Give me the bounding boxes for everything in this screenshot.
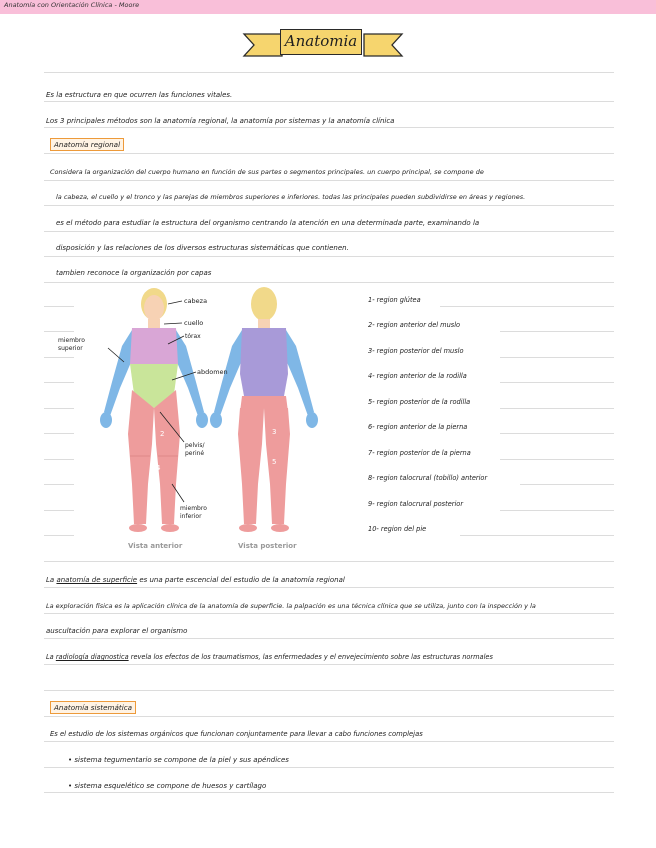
- label-cuello: cuello: [184, 319, 204, 327]
- caption-anterior: Vista anterior: [128, 542, 183, 550]
- rule: [44, 357, 74, 358]
- running-title: Anatomía con Orientación Clínica - Moore: [4, 1, 140, 9]
- rule: [500, 408, 614, 409]
- anterior-left-hand: [196, 412, 208, 428]
- rule: [44, 459, 74, 460]
- rule: [440, 306, 614, 307]
- regional-line-1: Considera la organización del cuerpo humano en función de sus partes o segmentos principales. un cuerpo principal, se compone de: [50, 168, 484, 176]
- surface-line-4-c: revela los efectos de los traumatismos, las enfermedades y el envejecimiento sobre las estructuras normales: [130, 653, 493, 661]
- rule: [44, 101, 614, 102]
- rule: [44, 153, 614, 154]
- region-number-3: 3: [272, 428, 277, 436]
- surface-line-4: [46, 653, 493, 661]
- rule: [500, 459, 614, 460]
- rule: [44, 382, 74, 383]
- posterior-left-leg: [264, 408, 290, 524]
- legend-item: 7- region posterior de la pierna: [368, 449, 471, 457]
- anterior-left-leg: [154, 390, 180, 524]
- regional-line-3: es el método para estudiar la estructura del organismo centrando la atención en una determinada parte, examinando la: [56, 219, 480, 227]
- arrow-cabeza: [168, 301, 182, 304]
- title-banner: [238, 26, 408, 62]
- rule: [44, 638, 614, 639]
- rule: [500, 357, 614, 358]
- rule: [44, 433, 74, 434]
- rule: [500, 510, 614, 511]
- legend-item: 9- region talocrural posterior: [368, 500, 464, 508]
- rule: [44, 72, 614, 73]
- region-number-6: 6: [156, 486, 161, 494]
- intro-line-2: Los 3 principales métodos son la anatomía regional, la anatomía por sistemas y la anatomía clínica: [46, 117, 395, 125]
- legend-item: 4- region anterior de la rodilla: [368, 372, 467, 380]
- header-bar: [0, 0, 656, 14]
- rule: [44, 180, 614, 181]
- rule: [44, 767, 614, 768]
- regional-line-2: la cabeza, el cuello y el tronco y las parejas de miembros superiores e inferiores. todas las principales pueden subdividirse en áreas y regiones.: [56, 193, 526, 201]
- rule: [460, 535, 614, 536]
- anterior-left-foot: [161, 524, 179, 532]
- rule: [520, 484, 614, 485]
- label-miembro-inferior-1: miembro: [180, 505, 207, 512]
- section-label-regional: Anatomía regional: [50, 138, 124, 151]
- legend-item: 8- region talocrural (tobillo) anterior: [368, 474, 488, 482]
- rule: [500, 331, 614, 332]
- posterior-left-foot: [271, 524, 289, 532]
- label-miembro-superior-2: superior: [58, 345, 83, 352]
- anterior-right-foot: [129, 524, 147, 532]
- posterior-left-arm: [286, 330, 314, 416]
- arrow-cuello: [164, 323, 182, 324]
- rule: [44, 561, 614, 562]
- intro-line-1: Es la estructura en que ocurren las funciones vitales.: [46, 91, 233, 99]
- rule: [44, 484, 74, 485]
- anterior-right-leg: [128, 390, 154, 524]
- rule: [44, 231, 614, 232]
- legend-item: 2- region anterior del muslo: [368, 321, 461, 329]
- posterior-right-hand: [210, 412, 222, 428]
- posterior-right-foot: [239, 524, 257, 532]
- surface-line-3: auscultación para explorar el organismo: [46, 627, 188, 635]
- anterior-thorax: [130, 328, 178, 364]
- posterior-back: [240, 328, 288, 396]
- rule: [44, 613, 614, 614]
- posterior-neck: [258, 319, 270, 329]
- surface-term: anatomía de superficie: [56, 576, 138, 584]
- label-miembro-superior-1: miembro: [58, 337, 85, 344]
- label-abdomen: abdomen: [197, 368, 228, 376]
- caption-posterior: Vista posterior: [238, 542, 297, 550]
- rule: [44, 306, 74, 307]
- rule: [44, 282, 614, 283]
- section-label-systemic: Anatomía sistemática: [50, 701, 136, 714]
- surface-line-1: [46, 576, 345, 584]
- legend-item: 3- region posterior del muslo: [368, 347, 464, 355]
- anterior-head: [144, 295, 164, 321]
- posterior-hair: [251, 287, 277, 321]
- label-pelvis-2: periné: [185, 450, 205, 457]
- anterior-right-arm: [104, 330, 132, 416]
- radiology-term: radiología diagnostica: [55, 653, 129, 661]
- body-regions-figure: [58, 284, 346, 554]
- surface-line-1-a: La: [46, 576, 55, 584]
- anterior-right-hand: [100, 412, 112, 428]
- rule: [44, 690, 614, 691]
- rule: [44, 408, 74, 409]
- systemic-bullet-2: • sistema esquelético se compone de huesos y cartílago: [68, 782, 267, 790]
- label-pelvis-1: pelvis/: [185, 442, 205, 449]
- legend-item: 5- region posterior de la rodilla: [368, 398, 471, 406]
- rule: [500, 382, 614, 383]
- legend-item: 1- region glútea: [368, 296, 421, 304]
- label-miembro-inferior-2: inferior: [180, 513, 202, 520]
- legend-item: 6- region anterior de la pierna: [368, 423, 468, 431]
- posterior-right-leg: [238, 408, 264, 524]
- rule: [44, 792, 614, 793]
- regional-line-4: disposición y las relaciones de los diversos estructuras sistemáticas que contienen.: [56, 244, 349, 252]
- surface-line-2: La exploración física es la aplicación clínica de la anatomía de superficie. la palpación es una técnica clínica que se utiliza, junto con la inspección y la: [46, 602, 536, 610]
- rule: [44, 535, 74, 536]
- regional-line-5: tambien reconoce la organización por capas: [56, 269, 212, 277]
- label-cabeza: cabeza: [184, 297, 208, 305]
- body-regions-diagram: [58, 284, 346, 554]
- surface-line-1-c: es una parte escencial del estudio de la anatomía regional: [139, 576, 345, 584]
- rule: [44, 127, 614, 128]
- page-title: Anatomia: [280, 29, 362, 55]
- rule: [44, 510, 74, 511]
- rule: [44, 664, 614, 665]
- surface-line-4-a: La: [46, 653, 54, 661]
- rule: [44, 205, 614, 206]
- rule: [44, 256, 614, 257]
- region-number-4: 4: [156, 464, 161, 472]
- region-number-5: 5: [272, 458, 277, 466]
- anterior-neck: [148, 319, 160, 329]
- region-number-2: 2: [160, 430, 165, 438]
- rule: [44, 331, 74, 332]
- label-torax: tórax: [185, 333, 201, 340]
- posterior-left-hand: [306, 412, 318, 428]
- rule: [44, 716, 614, 717]
- posterior-body: [210, 287, 318, 532]
- rule: [44, 741, 614, 742]
- legend-item: 10- region del pie: [368, 525, 427, 533]
- systemic-line-1: Es el estudio de los sistemas orgánicos que funcionan conjuntamente para llevar a cabo funciones complejas: [50, 730, 423, 738]
- systemic-bullet-1: • sistema tegumentario se compone de la piel y sus apéndices: [68, 756, 289, 764]
- rule: [44, 587, 614, 588]
- rule: [500, 433, 614, 434]
